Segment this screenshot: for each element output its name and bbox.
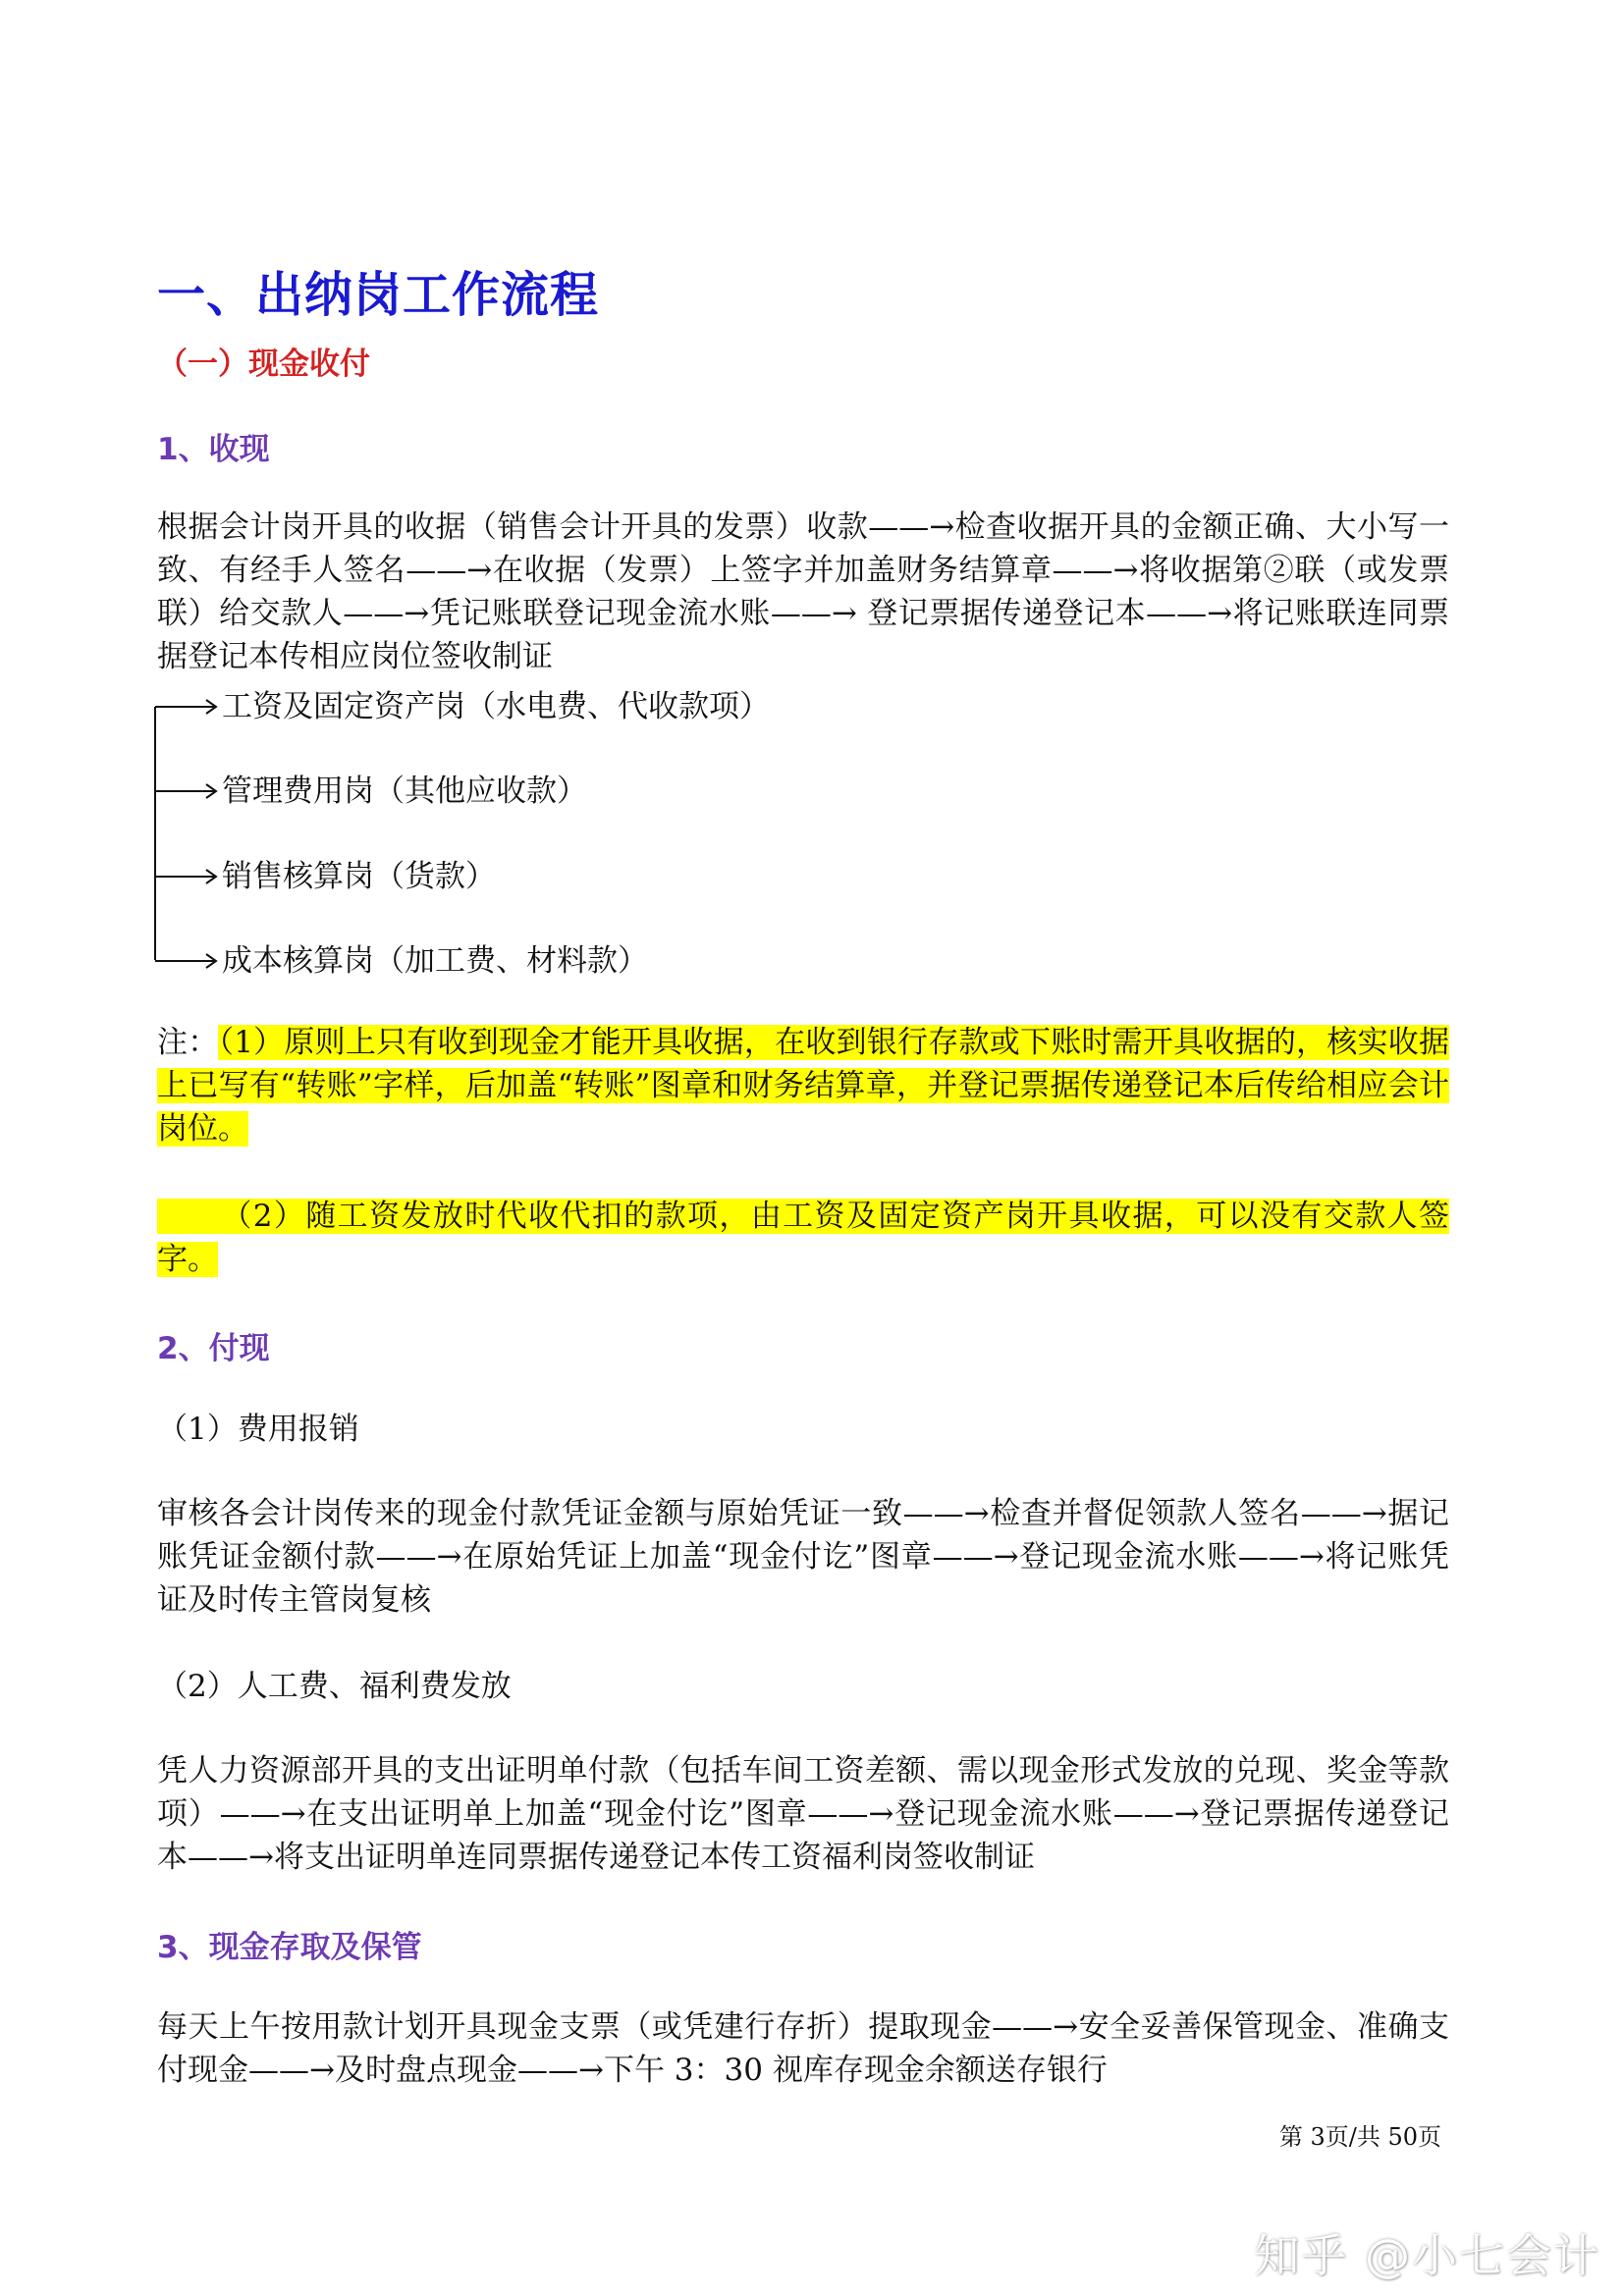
note-1-highlight: （1）原则上只有收到现金才能开具收据，在收到银行存款或下账时需开具收据的，核实收据上已写有“转账”字样，后加盖“转账”图章和财务结算章，并登记票据传递登记本后传给相应会计岗位。 xyxy=(157,1025,1449,1147)
branch-label: 销售核算岗（货款） xyxy=(222,859,496,894)
labor-welfare-paragraph: 凭人力资源部开具的支出证明单付款（包括车间工资差额、需以现金形式发放的兑现、奖金等款项）——→在支出证明单上加盖“现金付讫”图章——→登记现金流水账——→登记票据传递登记本——→将支出证明单连同票据传递登记本传工资福利岗签收制证 xyxy=(157,1753,1449,1875)
cash-receipt-paragraph: 根据会计岗开具的收据（销售会计开具的发票）收款——→检查收据开具的金额正确、大小写一致、有经手人签名——→在收据（发票）上签字并加盖财务结算章——→将收据第②联（或发票联）给交款人——→凭记账联登记现金流水账——→ 登记票据传递登记本——→将记账联连同票据登记本传相应岗位签收制证 xyxy=(157,509,1449,674)
heading-cash-storage: 3、现金存取及保管 xyxy=(157,1930,422,1965)
cash-storage-paragraph: 每天上午按用款计划开具现金支票（或凭建行存折）提取现金——→安全妥善保管现金、准确支付现金——→及时盘点现金——→下午 3：30 视库存现金余额送存银行 xyxy=(157,2009,1449,2088)
note-1 xyxy=(157,1021,1449,1150)
watermark: 知乎 @小七会计 xyxy=(1254,2229,1600,2282)
note-2-highlight xyxy=(157,1199,1449,1277)
arrow-right-icon xyxy=(155,697,224,717)
branch-label: 成本核算岗（加工费、材料款） xyxy=(222,943,648,979)
note-2 xyxy=(157,1195,1449,1281)
subheading-expense-reimbursement: （1）费用报销 xyxy=(157,1412,359,1447)
subheading-labor-welfare: （2）人工费、福利费发放 xyxy=(157,1669,512,1704)
arrow-right-icon xyxy=(155,781,224,801)
heading-cash-receipt: 1、收现 xyxy=(157,432,270,467)
branch-vertical-line xyxy=(154,707,156,960)
note-2-text: （2）随工资发放时代收代扣的款项，由工资及固定资产岗开具收据，可以没有交款人签字。 xyxy=(157,1199,1449,1277)
branch-label: 工资及固定资产岗（水电费、代收款项） xyxy=(222,689,770,724)
expense-reimbursement-paragraph: 审核各会计岗传来的现金付款凭证金额与原始凭证一致——→检查并督促领款人签名——→据记账凭证金额付款——→在原始凭证上加盖“现金付讫”图章——→登记现金流水账——→将记账凭证及时传主管岗复核 xyxy=(157,1496,1449,1618)
section-subtitle: （一）现金收付 xyxy=(157,347,370,382)
heading-cash-payment: 2、付现 xyxy=(157,1331,270,1366)
arrow-right-icon xyxy=(155,867,224,886)
distribution-branches xyxy=(147,685,835,979)
page-title: 一、出纳岗工作流程 xyxy=(157,267,600,323)
arrow-right-icon xyxy=(155,951,224,971)
branch-label: 管理费用岗（其他应收款） xyxy=(222,774,587,809)
page-number: 第 3页/共 50页 xyxy=(1278,2123,1441,2151)
note-prefix: 注： xyxy=(157,1025,219,1060)
